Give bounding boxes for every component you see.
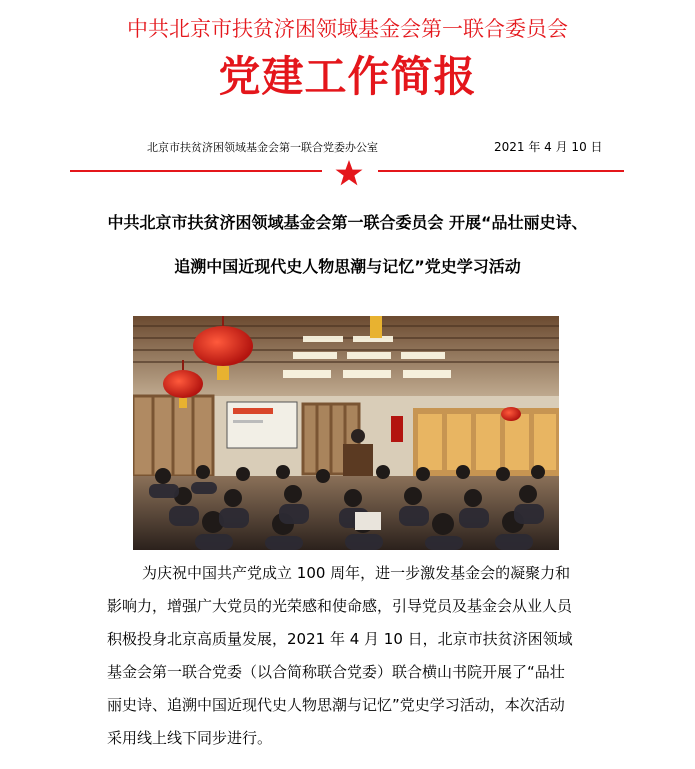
- article-headline-line-2: 追溯中国近现代史人物思潮与记忆”党史学习活动: [174, 257, 521, 276]
- briefing-title: 党建工作简报: [218, 52, 477, 101]
- body-line: 采用线上线下同步进行。: [107, 729, 273, 747]
- body-line: 影响力，增强广大党员的光荣感和使命感，引导党员及基金会从业人员: [107, 597, 573, 615]
- issuing-office: 北京市扶贫济困领域基金会第一联合党委办公室: [147, 141, 378, 154]
- red-star-icon: [333, 157, 365, 189]
- header-rule-right: [378, 170, 624, 172]
- body-line: 积极投身北京高质量发展，2021 年 4 月 10 日，北京市扶贫济困领域: [107, 630, 573, 648]
- organization-title: 中共北京市扶贫济困领域基金会第一联合委员会: [127, 17, 568, 41]
- event-photo-icon: [133, 316, 559, 550]
- body-line: 为庆祝中国共产党成立 100 周年，进一步激发基金会的凝聚力和: [142, 564, 571, 582]
- body-line: 基金会第一联合党委（以合简称联合党委）联合横山书院开展了“品壮: [107, 663, 565, 681]
- body-line: 丽史诗、追溯中国近现代史人物思潮与记忆”党史学习活动，本次活动: [107, 696, 565, 714]
- article-headline-line-1: 中共北京市扶贫济困领域基金会第一联合委员会 开展“品壮丽史诗、: [107, 213, 588, 232]
- header-rule-left: [70, 170, 322, 172]
- issue-date: 2021 年 4 月 10 日: [494, 140, 603, 154]
